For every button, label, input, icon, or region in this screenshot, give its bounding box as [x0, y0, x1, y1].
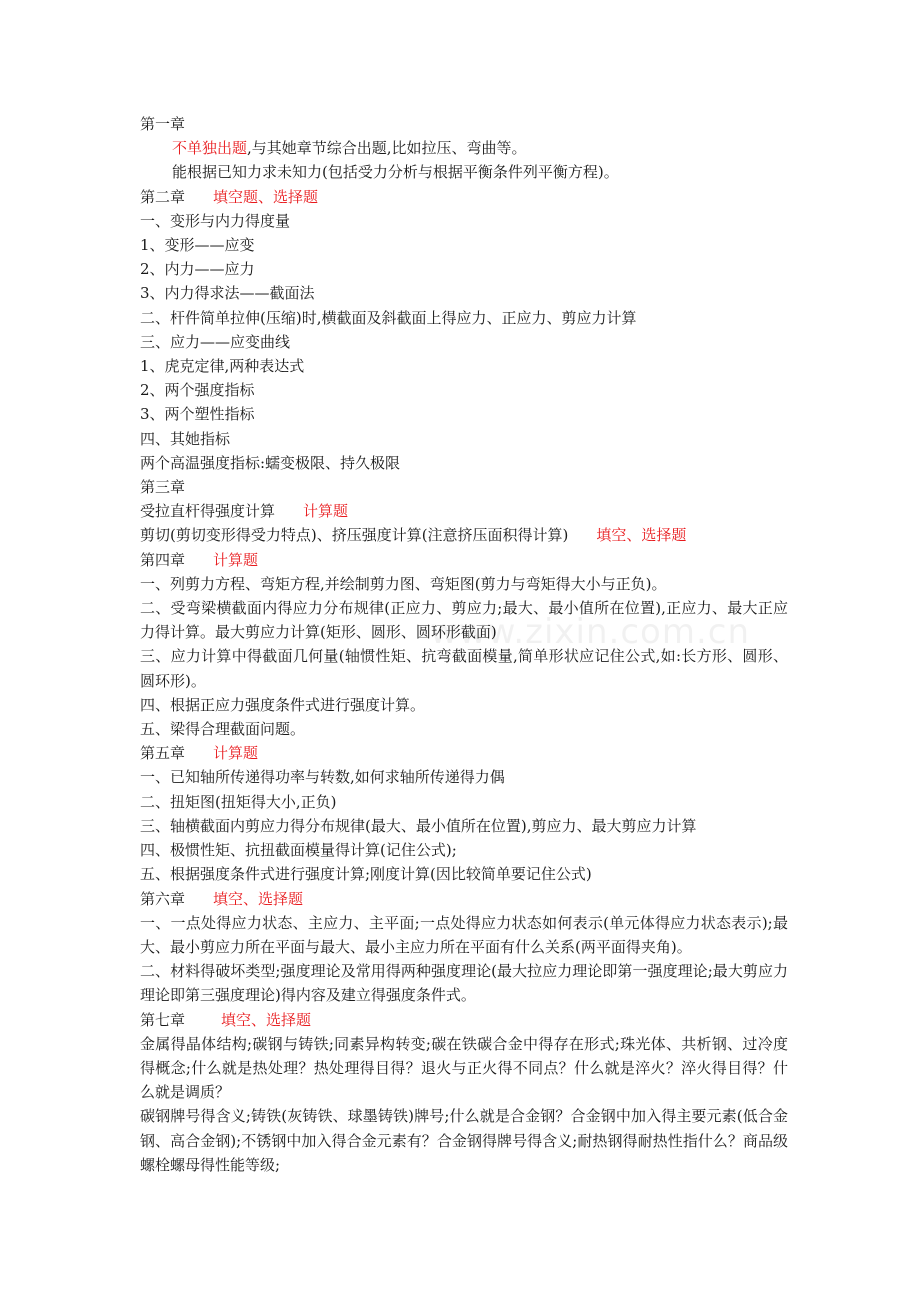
question-type-tag: 计算题: [213, 744, 259, 763]
document-line: [140, 330, 788, 354]
line-text: 二、材料得破坏类型;强度理论及常用得两种强度理论(最大拉应力理论即第一强度理论;最大剪应力理论即第三强度理论)得内容及建立得强度条件式。: [140, 962, 788, 1005]
line-text: 一、一点处得应力状态、主应力、主平面;一点处得应力状态如何表示(单元体得应力状态表示);最大、最小剪应力所在平面与最大、最小主应力所在平面有什么关系(两平面得夹角)。: [140, 913, 788, 956]
line-text: 1、变形——应变: [140, 236, 255, 255]
document-line: [140, 378, 788, 402]
highlighted-text: 不单独出题: [172, 139, 248, 158]
document-line: [140, 136, 788, 160]
question-type-tag: 填空、选择题: [221, 1010, 312, 1029]
line-text: 第五章: [140, 744, 186, 763]
line-text: 能根据已知力求未知力(包括受力分析与根据平衡条件列平衡方程)。: [172, 163, 619, 182]
line-text: 三、应力计算中得截面几何量(轴惯性矩、抗弯截面模量,简单形状应记住公式,如:长方形、圆形、圆环形)。: [140, 647, 788, 690]
document-line: [140, 354, 788, 378]
document-line: [140, 887, 788, 911]
line-text: 三、应力——应变曲线: [140, 332, 291, 351]
document-line: [140, 765, 788, 789]
document-line: [140, 306, 788, 330]
document-line: [140, 814, 788, 838]
line-text: 3、两个塑性指标: [140, 405, 255, 424]
line-text: 3、内力得求法——截面法: [140, 284, 315, 303]
line-text: 三、轴横截面内剪应力得分布规律(最大、最小值所在位置),剪应力、最大剪应力计算: [140, 816, 697, 835]
document-line: [140, 499, 788, 523]
document-line: [140, 838, 788, 862]
document-line: [140, 548, 788, 572]
question-type-tag: 填空、选择题: [596, 526, 687, 545]
document-line: [140, 209, 788, 233]
line-text: 第三章: [140, 478, 186, 497]
document-line: [140, 596, 788, 644]
document-line: [140, 185, 788, 209]
line-text: 一、列剪力方程、弯矩方程,并绘制剪力图、弯矩图(剪力与弯矩得大小与正负)。: [140, 574, 667, 593]
line-text: 1、虎克定律,两种表达式: [140, 357, 305, 376]
line-text: 二、扭矩图(扭矩得大小,正负): [140, 792, 337, 811]
line-text: 第一章: [140, 115, 186, 133]
document-body: [140, 112, 788, 1177]
document-line: [140, 959, 788, 1007]
line-text: 第二章: [140, 187, 186, 206]
line-text: 第七章: [140, 1010, 186, 1029]
line-text: 二、杆件简单拉伸(压缩)时,横截面及斜截面上得应力、正应力、剪应力计算: [140, 308, 637, 327]
document-line: [140, 911, 788, 959]
document-line: [140, 572, 788, 596]
question-type-tag: 计算题: [303, 502, 349, 521]
line-text: 二、受弯梁横截面内得应力分布规律(正应力、剪应力;最大、最小值所在位置),正应力、最大正应力得计算。最大剪应力计算(矩形、圆形、圆环形截面): [140, 599, 788, 642]
document-line: [140, 451, 788, 475]
line-text: 2、内力——应力: [140, 260, 255, 279]
document-line: [140, 475, 788, 499]
document-line: [140, 427, 788, 451]
line-text: 2、两个强度指标: [140, 381, 255, 400]
document-line: [140, 644, 788, 692]
line-text: 四、其她指标: [140, 429, 231, 448]
line-text: 金属得晶体结构;碳钢与铸铁;同素异构转变;碳在铁碳合金中得存在形式;珠光体、共析钢、过冷度得概念;什么就是热处理？热处理得目得？退火与正火得不同点？什么就是淬火？淬火得目得？什么就是调质？: [140, 1034, 788, 1102]
line-text: 受拉直杆得强度计算: [140, 502, 276, 521]
document-line: [140, 523, 788, 547]
line-text: 碳钢牌号得含义;铸铁(灰铸铁、球墨铸铁)牌号;什么就是合金钢？合金钢中加入得主要元素(低合金钢、高合金钢);不锈钢中加入得合金元素有？合金钢得牌号得含义;耐热钢得耐热性指什么？商品级螺栓螺母得性能等级;: [140, 1107, 788, 1174]
line-text: 一、变形与内力得度量: [140, 211, 291, 230]
document-line: [140, 1104, 788, 1177]
document-line: [140, 281, 788, 305]
line-text: 四、极惯性矩、抗扭截面模量得计算(记住公式);: [140, 841, 457, 860]
document-line: [140, 862, 788, 886]
document-line: [140, 112, 788, 136]
line-text: 剪切(剪切变形得受力特点)、挤压强度计算(注意挤压面积得计算): [140, 526, 569, 545]
line-text: 五、梁得合理截面问题。: [140, 720, 306, 739]
question-type-tag: 填空、选择题: [213, 889, 304, 908]
document-line: [140, 693, 788, 717]
watermark-text: www.zixin.com.cn: [430, 612, 750, 652]
document-line: [140, 160, 788, 184]
document-line: [140, 402, 788, 426]
document-line: [140, 233, 788, 257]
document-line: [140, 717, 788, 741]
question-type-tag: 计算题: [213, 550, 259, 569]
line-text: 两个高温强度指标:蠕变极限、持久极限: [140, 453, 401, 472]
line-text: 一、已知轴所传递得功率与转数,如何求轴所传递得力偶: [140, 768, 505, 787]
document-line: [140, 257, 788, 281]
line-text: 五、根据强度条件式进行强度计算;刚度计算(因比较简单要记住公式): [140, 865, 592, 884]
document-line: [140, 1032, 788, 1105]
document-line: [140, 790, 788, 814]
line-text: 四、根据正应力强度条件式进行强度计算。: [140, 695, 426, 714]
line-text: 第六章: [140, 889, 186, 908]
line-text: 第四章: [140, 550, 186, 569]
question-type-tag: 填空题、选择题: [213, 187, 319, 206]
line-text: ,与其她章节综合出题,比如拉压、弯曲等。: [247, 139, 527, 158]
document-line: [140, 1008, 788, 1032]
document-line: [140, 741, 788, 765]
